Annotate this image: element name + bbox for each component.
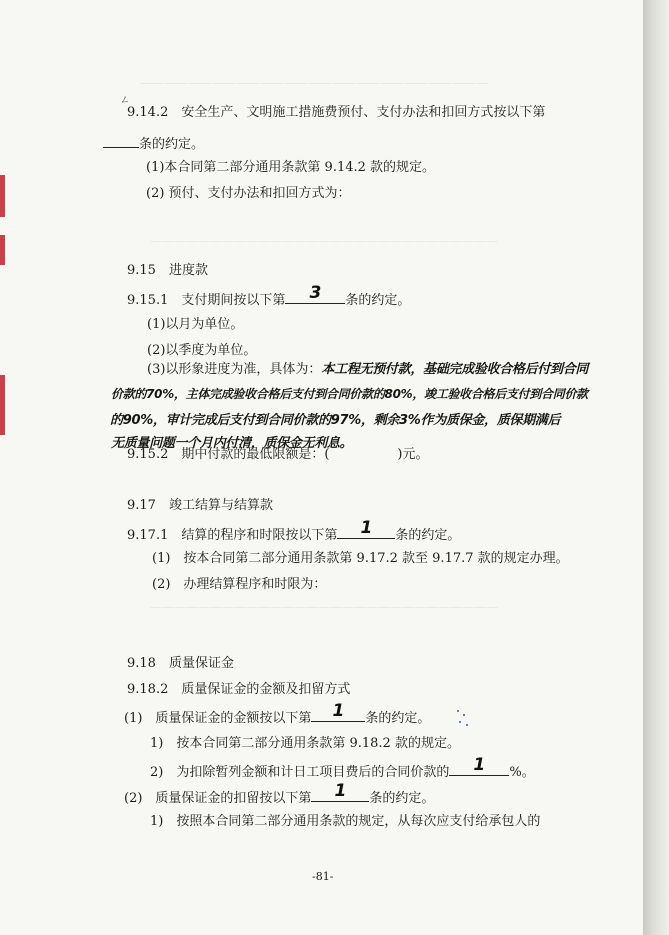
clause-9-14-2: 9.14.2 安全生产、文明施工措施费预付、支付办法和扣回方式按以下第 xyxy=(127,105,546,120)
bleed-through-text: ————————————————————————————— xyxy=(150,234,498,248)
clause-sub-1: 1) 按照本合同第二部分通用条款的规定，从每次应支付给承包人的 xyxy=(150,814,541,829)
handwritten-note: 价款的70%，主体完成验收合格后支付到合同价款的80%，竣工验收合格后支付到合同价款 xyxy=(111,387,588,401)
ink-dots xyxy=(455,708,469,728)
clause-9-15-2: 9.15.2 期中付款的最低限额是：( )元。 xyxy=(127,447,429,462)
scan-edge xyxy=(643,0,669,935)
handwritten-note: 的90%，审计完成后支付到合同价款的97%，剩余3%作为质保金，质保期满后 xyxy=(110,413,561,428)
clause-9-15-1: 9.15.1 支付期间按以下第 3 条的约定。 xyxy=(127,283,411,308)
section-9-15-heading: 9.15 进度款 xyxy=(127,263,208,278)
handwritten-field: 1 xyxy=(311,707,365,722)
bleed-through-text: ————————————————————————————— xyxy=(140,76,488,90)
page-number: -81- xyxy=(312,870,334,883)
clause-9-17-1: 9.17.1 结算的程序和时限按以下第 1 条的约定。 xyxy=(127,518,461,543)
clause-option-2: (2) 办理结算程序和时限为： xyxy=(152,577,327,592)
clause-option-1: (1)以月为单位。 xyxy=(147,317,244,332)
handwritten-field: 1 xyxy=(449,761,509,776)
handwritten-field: 3 xyxy=(285,289,345,304)
clause-option-3: (3)以形象进度为准，具体为：本工程无预付款，基础完成验收合格后付到合同 xyxy=(147,362,589,377)
clause-option-1: (1)本合同第二部分通用条款第 9.14.2 款的规定。 xyxy=(146,160,436,175)
clause-9-14-2-cont: 条的约定。 xyxy=(103,133,204,154)
bleed-through-text: ————————————————————————————— xyxy=(150,600,498,614)
clause-9-18-2-2: (2) 质量保证金的扣留按以下第 1 条的约定。 xyxy=(124,781,435,806)
handwritten-note: 无质量问题一个月内付清，质保金无利息。 xyxy=(111,436,353,451)
handwritten-field: 1 xyxy=(337,524,395,539)
clause-option-2: (2)以季度为单位。 xyxy=(147,343,257,358)
clause-9-18-2: 9.18.2 质量保证金的金额及扣留方式 xyxy=(127,682,351,697)
clause-option-2: (2) 预付、支付办法和扣回方式为： xyxy=(146,186,351,201)
section-9-18-heading: 9.18 质量保证金 xyxy=(127,656,234,671)
clause-sub-2: 2) 为扣除暂列金额和计日工项目费后的合同价款的 1 %。 xyxy=(150,755,535,780)
clause-sub-1: 1) 按本合同第二部分通用条款第 9.18.2 款的规定。 xyxy=(150,736,460,751)
section-9-17-heading: 9.17 竣工结算与结算款 xyxy=(127,498,273,513)
pen-mark: ㄥ xyxy=(120,95,130,106)
handwritten-note: 本工程无预付款，基础完成验收合格后付到合同 xyxy=(321,362,589,377)
blank-field xyxy=(103,133,139,148)
handwritten-field: 1 xyxy=(311,787,369,802)
clause-9-18-2-1: (1) 质量保证金的金额按以下第 1 条的约定。 xyxy=(124,701,431,726)
clause-option-1: (1) 按本合同第二部分通用条款第 9.17.2 款至 9.17.7 款的规定办理。 xyxy=(152,551,569,566)
binding-red-marks xyxy=(0,175,6,445)
